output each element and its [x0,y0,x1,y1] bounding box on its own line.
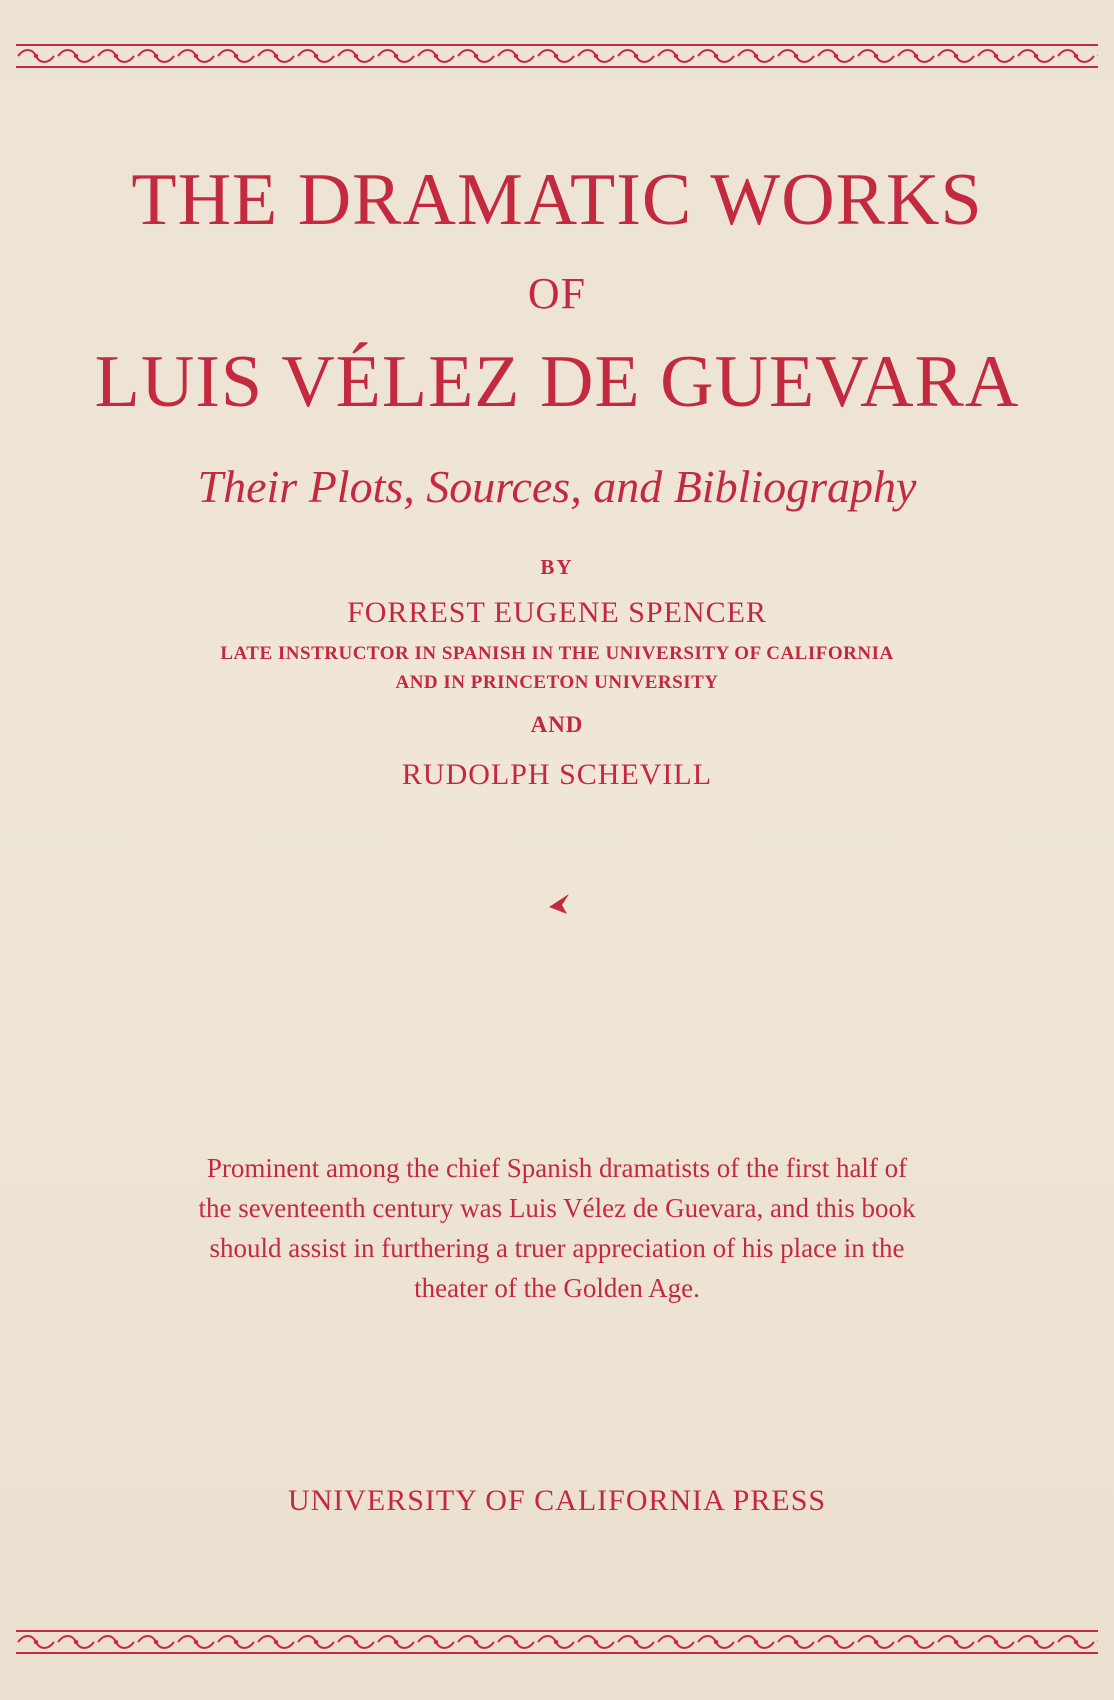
and-label: AND [530,712,584,737]
title-line-1: THE DRAMATIC WORKS [131,159,983,241]
blurb-line: theater of the Golden Age. [414,1273,700,1303]
scroll-border-icon [16,1630,1098,1654]
title-line-3: LUIS VÉLEZ DE GUEVARA [94,341,1020,423]
blurb-line: should assist in furthering a truer appreciation of his place in the [209,1233,905,1263]
bottom-ornamental-border [16,1630,1098,1654]
author-1-affiliation-line-2: AND IN PRINCETON UNIVERSITY [395,672,719,693]
by-label: BY [540,555,574,579]
publisher-name: UNIVERSITY OF CALIFORNIA PRESS [287,1484,827,1517]
author-1-name: FORREST EUGENE SPENCER [347,596,767,629]
title-line-2: OF [527,269,587,318]
scroll-border-icon [16,44,1098,68]
top-ornamental-border [16,44,1098,68]
author-2-name: RUDOLPH SCHEVILL [401,758,713,791]
subtitle: Their Plots, Sources, and Bibliography [197,461,917,512]
author-1-affiliation-line-1: LATE INSTRUCTOR IN SPANISH IN THE UNIVERSITY OF CALIFORNIA [220,643,894,664]
triangle-ornament-icon [547,893,571,915]
blurb-paragraph [130,1148,984,1308]
blurb-line: the seventeenth century was Luis Vélez de Guevara, and this book [198,1193,916,1223]
blurb-line: Prominent among the chief Spanish dramatists of the first half of [206,1153,908,1183]
